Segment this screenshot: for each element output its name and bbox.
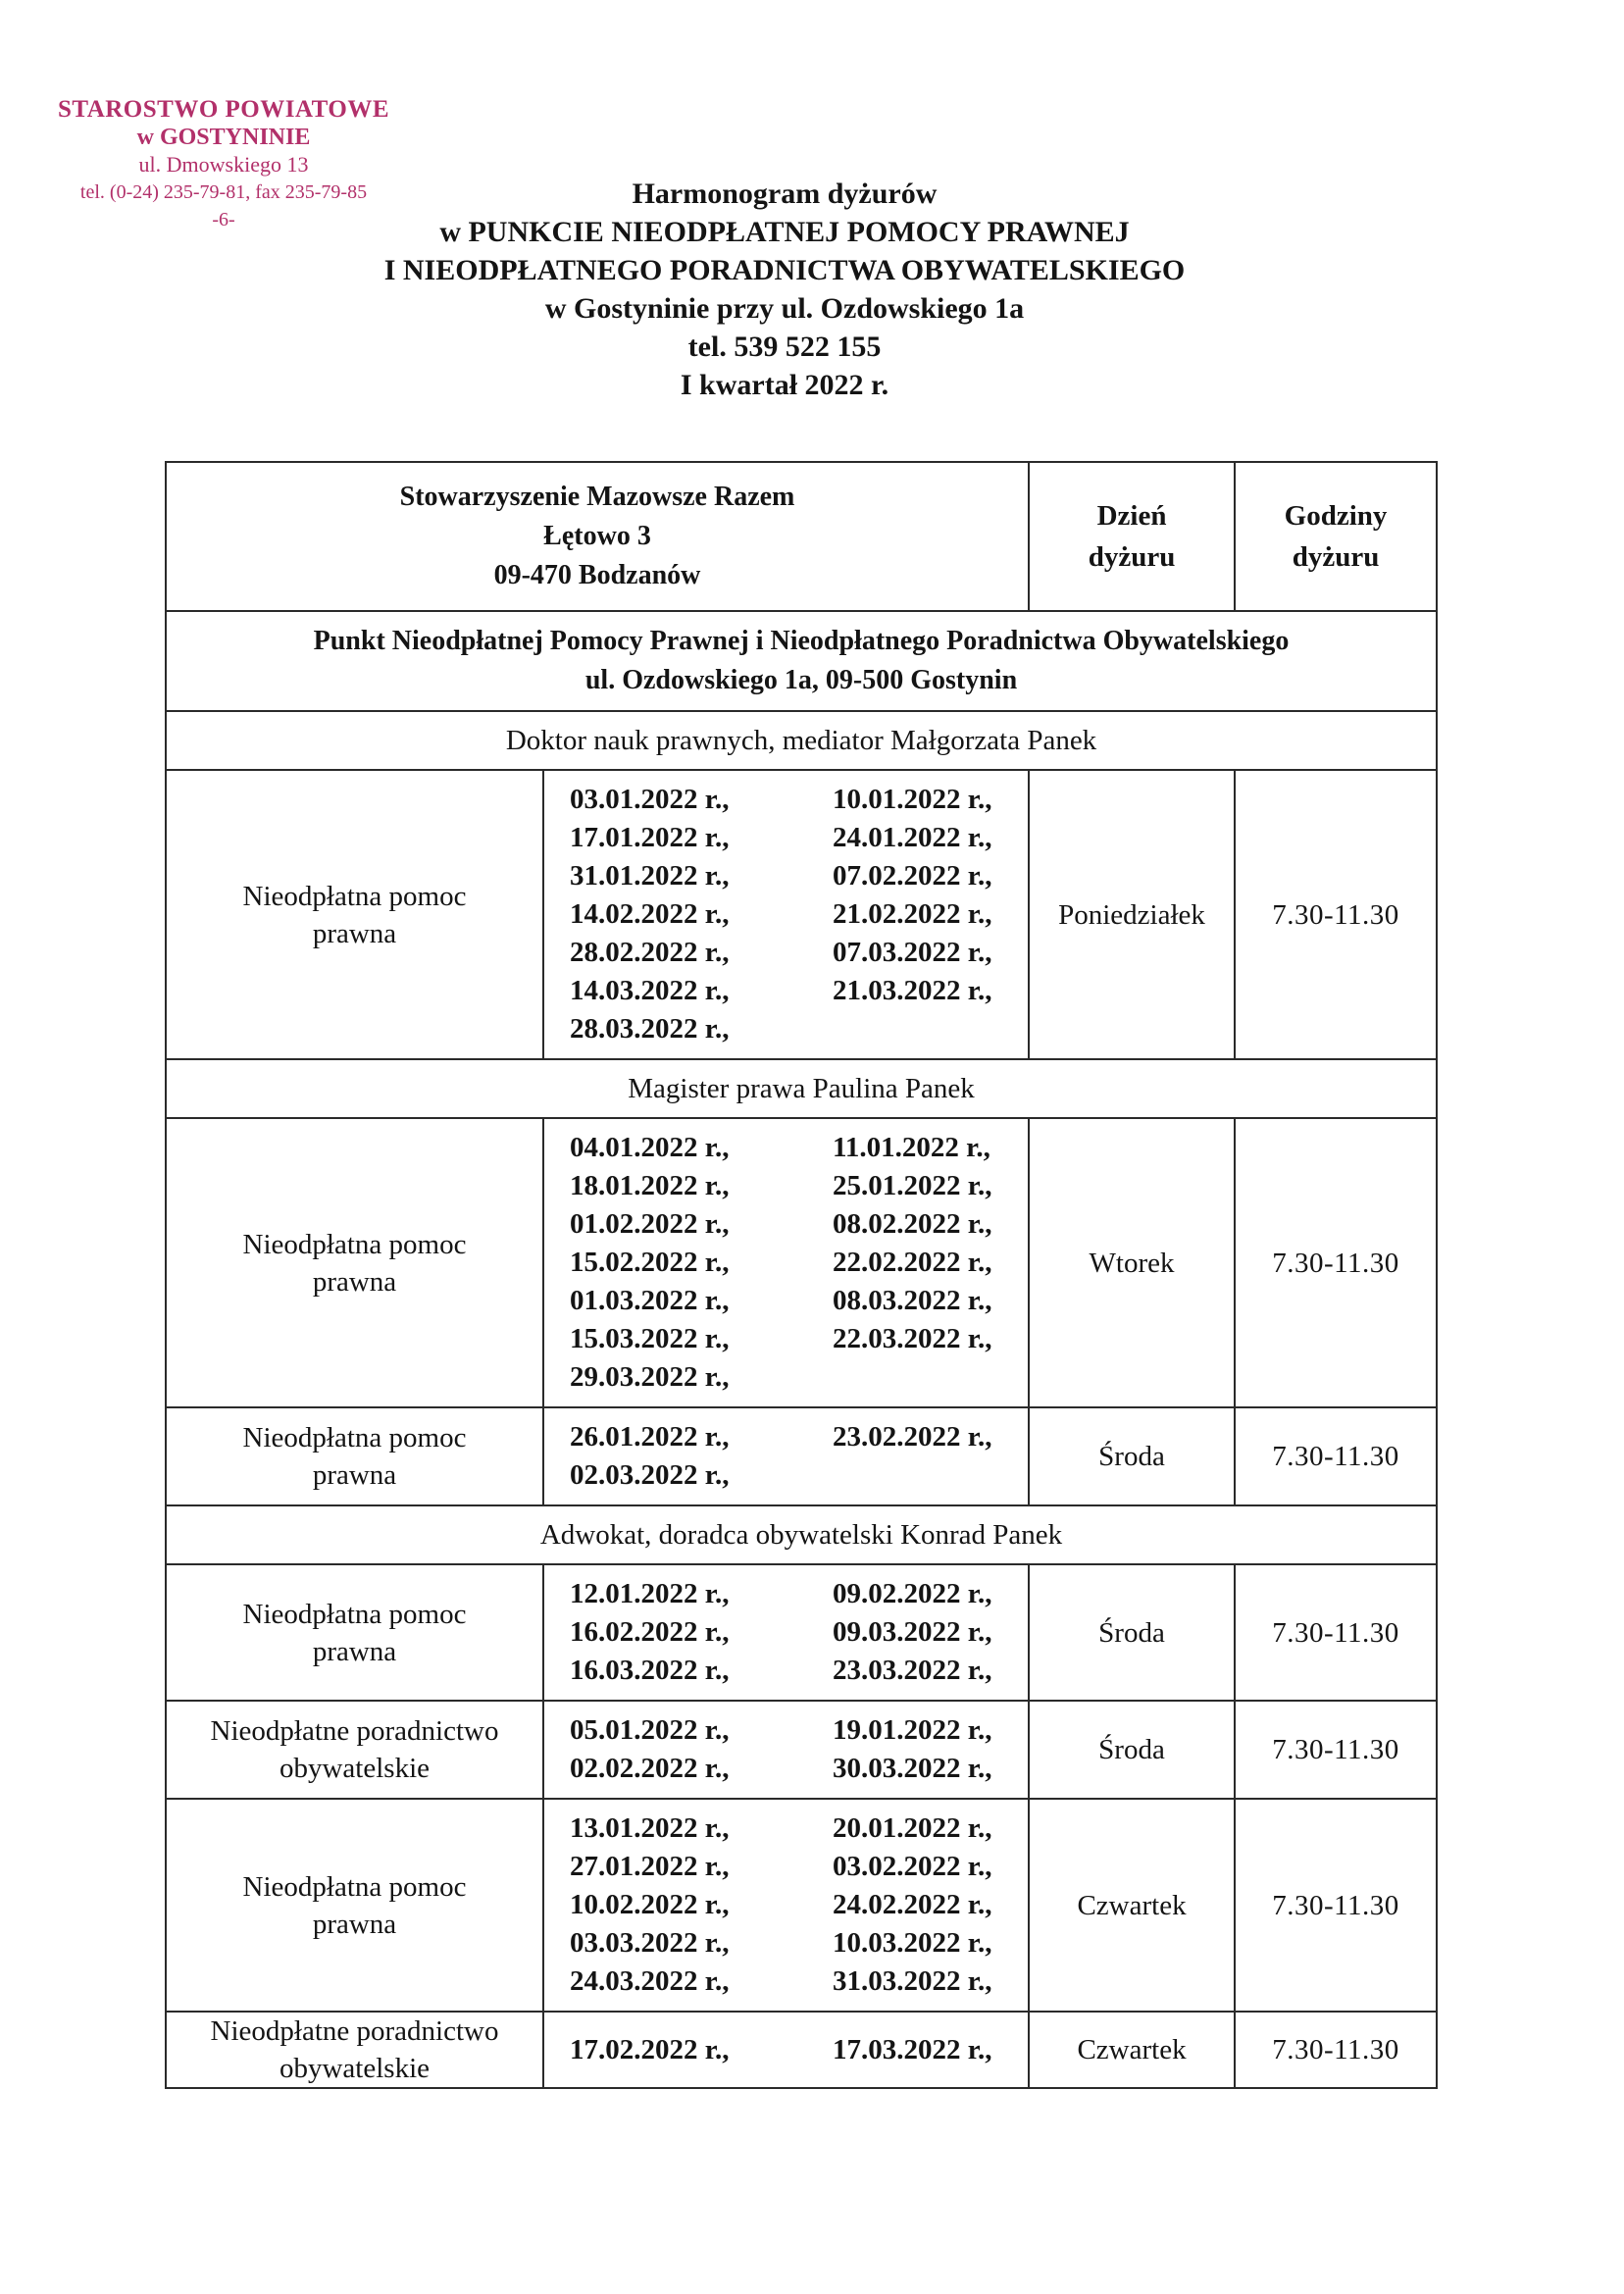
service-type-line: Nieodpłatne poradnictwo <box>210 1715 499 1747</box>
duty-date: 07.03.2022 r., <box>833 937 992 968</box>
service-type-cell <box>166 1799 543 2012</box>
duty-date: 11.01.2022 r., <box>833 1132 990 1163</box>
duty-date: 15.02.2022 r., <box>570 1247 730 1278</box>
duty-date: 10.01.2022 r., <box>833 784 992 815</box>
duty-date: 23.03.2022 r., <box>833 1655 992 1686</box>
duty-date: 28.03.2022 r., <box>570 1013 730 1045</box>
hours-header-line-2: dyżuru <box>1292 541 1380 573</box>
service-type-line: obywatelskie <box>279 2053 430 2084</box>
duty-date: 01.03.2022 r., <box>570 1285 730 1316</box>
duty-date: 25.01.2022 r., <box>833 1170 992 1201</box>
service-type-line: prawna <box>312 1265 397 1298</box>
duty-date: 17.02.2022 r., <box>570 2033 730 2065</box>
service-type-line: Nieodpłatna pomoc <box>242 880 467 912</box>
advisor-row <box>166 1505 1437 1564</box>
duty-day: Środa <box>1029 1407 1235 1505</box>
duty-date: 29.03.2022 r., <box>570 1361 730 1393</box>
duty-date: 21.03.2022 r., <box>833 975 992 1006</box>
advisor-name: Magister prawa Paulina Panek <box>166 1059 1437 1118</box>
day-header-line-1: Dzień <box>1096 500 1167 532</box>
duty-date: 13.01.2022 r., <box>570 1812 730 1844</box>
service-type-line: Nieodpłatne poradnictwo <box>210 2015 499 2047</box>
duty-date: 14.02.2022 r., <box>570 898 730 930</box>
stamp-title: STAROSTWO POWIATOWE <box>57 96 390 123</box>
duty-date: 02.02.2022 r., <box>570 1753 730 1784</box>
duty-date: 16.03.2022 r., <box>570 1655 730 1686</box>
duty-date: 18.01.2022 r., <box>570 1170 730 1201</box>
service-type-line: Nieodpłatna pomoc <box>242 1422 467 1453</box>
duty-date: 24.01.2022 r., <box>833 822 992 853</box>
duty-day: Poniedziałek <box>1029 770 1235 1059</box>
duty-hours: 7.30-11.30 <box>1235 1701 1437 1799</box>
duty-date: 24.03.2022 r., <box>570 1965 730 1997</box>
duty-date: 05.01.2022 r., <box>570 1714 730 1746</box>
duty-date: 03.03.2022 r., <box>570 1927 730 1959</box>
service-type-line: prawna <box>312 1908 397 1940</box>
duty-date: 22.03.2022 r., <box>833 1323 992 1354</box>
dates-cell <box>543 1564 1029 1701</box>
duty-date: 09.03.2022 r., <box>833 1616 992 1648</box>
dates-cell <box>543 1407 1029 1505</box>
duty-date: 17.01.2022 r., <box>570 822 730 853</box>
duty-hours: 7.30-11.30 <box>1235 770 1437 1059</box>
service-type-cell <box>166 1564 543 1701</box>
duty-date: 09.02.2022 r., <box>833 1578 992 1609</box>
duty-date: 15.03.2022 r., <box>570 1323 730 1354</box>
duty-date: 23.02.2022 r., <box>833 1421 992 1453</box>
service-type-cell <box>166 770 543 1059</box>
schedule-row <box>166 1407 1437 1505</box>
org-street: Łętowo 3 <box>543 521 651 551</box>
dates-grid <box>570 2031 1028 2069</box>
stamp-code: -6- <box>212 209 235 230</box>
dates-cell <box>543 1118 1029 1407</box>
duty-date: 08.03.2022 r., <box>833 1285 992 1316</box>
header-address: w Gostyninie przy ul. Ozdowskiego 1a <box>544 292 1025 325</box>
dates-grid <box>570 1711 1028 1788</box>
duty-hours: 7.30-11.30 <box>1235 1564 1437 1701</box>
dates-cell <box>543 2012 1029 2088</box>
duty-hours: 7.30-11.30 <box>1235 2012 1437 2088</box>
advisor-name: Doktor nauk prawnych, mediator Małgorzata Panek <box>166 711 1437 770</box>
duty-date: 08.02.2022 r., <box>833 1208 992 1240</box>
dates-grid <box>570 1418 1028 1495</box>
schedule-row <box>166 1799 1437 2012</box>
duty-date: 01.02.2022 r., <box>570 1208 730 1240</box>
punkt-address: ul. Ozdowskiego 1a, 09-500 Gostynin <box>584 665 1018 695</box>
dates-grid <box>570 1129 1028 1397</box>
dates-grid <box>570 781 1028 1048</box>
day-column-header <box>1029 462 1235 611</box>
punkt-row <box>166 611 1437 711</box>
org-name: Stowarzyszenie Mazowsze Razem <box>399 482 795 512</box>
duty-date: 04.01.2022 r., <box>570 1132 730 1163</box>
duty-date: 31.03.2022 r., <box>833 1965 992 1997</box>
duty-day: Środa <box>1029 1564 1235 1701</box>
schedule-row <box>166 1118 1437 1407</box>
day-header-line-2: dyżuru <box>1088 541 1176 573</box>
schedule-row <box>166 770 1437 1059</box>
schedule-row <box>166 2012 1437 2088</box>
service-type-line: Nieodpłatna pomoc <box>242 1598 467 1630</box>
header-phone: tel. 539 522 155 <box>687 331 882 363</box>
duty-date: 24.02.2022 r., <box>833 1889 992 1920</box>
header-line-3: I NIEODPŁATNEGO PORADNICTWA OBYWATELSKIEGO <box>383 254 1186 286</box>
organization-cell <box>166 462 1029 611</box>
header-quarter: I kwartał 2022 r. <box>680 369 889 401</box>
punkt-name: Punkt Nieodpłatnej Pomocy Prawnej i Nieodpłatnego Poradnictwa Obywatelskiego <box>313 626 1290 656</box>
duty-day: Wtorek <box>1029 1118 1235 1407</box>
dates-grid <box>570 1575 1028 1690</box>
duty-date: 20.01.2022 r., <box>833 1812 992 1844</box>
document-header <box>245 175 1324 404</box>
advisor-name: Adwokat, doradca obywatelski Konrad Panek <box>166 1505 1437 1564</box>
duty-date: 02.03.2022 r., <box>570 1459 730 1491</box>
duty-date: 03.01.2022 r., <box>570 784 730 815</box>
duty-date: 07.02.2022 r., <box>833 860 992 892</box>
service-type-cell <box>166 1407 543 1505</box>
hours-header-line-1: Godziny <box>1284 500 1388 532</box>
stamp-phone: tel. (0-24) 235-79-81, fax 235-79-85 <box>79 181 368 203</box>
dates-cell <box>543 1701 1029 1799</box>
header-line-2: w PUNKCIE NIEODPŁATNEJ POMOCY PRAWNEJ <box>439 216 1130 248</box>
stamp-street: ul. Dmowskiego 13 <box>138 152 309 177</box>
duty-date: 22.02.2022 r., <box>833 1247 992 1278</box>
service-type-line: prawna <box>312 1459 397 1491</box>
table-header-row <box>166 462 1437 611</box>
duty-hours: 7.30-11.30 <box>1235 1799 1437 2012</box>
duty-date: 30.03.2022 r., <box>833 1753 992 1784</box>
advisor-row <box>166 1059 1437 1118</box>
duty-hours: 7.30-11.30 <box>1235 1407 1437 1505</box>
duty-date: 16.02.2022 r., <box>570 1616 730 1648</box>
duty-date: 14.03.2022 r., <box>570 975 730 1006</box>
duty-date: 21.02.2022 r., <box>833 898 992 930</box>
hours-column-header <box>1235 462 1437 611</box>
punkt-cell <box>166 611 1437 711</box>
service-type-line: prawna <box>312 1635 397 1667</box>
duty-day: Czwartek <box>1029 2012 1235 2088</box>
advisor-row <box>166 711 1437 770</box>
duty-hours: 7.30-11.30 <box>1235 1118 1437 1407</box>
duty-date: 12.01.2022 r., <box>570 1578 730 1609</box>
service-type-line: Nieodpłatna pomoc <box>242 1870 467 1903</box>
service-type-cell <box>166 1701 543 1799</box>
service-type-cell <box>166 1118 543 1407</box>
dates-grid <box>570 1810 1028 2001</box>
duty-date: 28.02.2022 r., <box>570 937 730 968</box>
duty-date: 26.01.2022 r., <box>570 1421 730 1453</box>
duty-date: 10.02.2022 r., <box>570 1889 730 1920</box>
schedule-table <box>165 461 1438 2089</box>
dates-cell <box>543 770 1029 1059</box>
service-type-cell <box>166 2012 543 2088</box>
duty-date: 17.03.2022 r., <box>833 2033 992 2065</box>
duty-day: Czwartek <box>1029 1799 1235 2012</box>
header-title: Harmonogram dyżurów <box>632 178 938 210</box>
service-type-line: obywatelskie <box>279 1753 430 1784</box>
service-type-line: prawna <box>312 917 397 949</box>
schedule-row <box>166 1701 1437 1799</box>
duty-date: 03.02.2022 r., <box>833 1851 992 1882</box>
duty-date: 19.01.2022 r., <box>833 1714 992 1746</box>
duty-date: 10.03.2022 r., <box>833 1927 992 1959</box>
schedule-row <box>166 1564 1437 1701</box>
duty-date: 31.01.2022 r., <box>570 860 730 892</box>
dates-cell <box>543 1799 1029 2012</box>
stamp-city: w GOSTYNINIE <box>136 125 311 150</box>
duty-date: 27.01.2022 r., <box>570 1851 730 1882</box>
org-city: 09-470 Bodzanów <box>493 560 701 590</box>
duty-day: Środa <box>1029 1701 1235 1799</box>
service-type-line: Nieodpłatna pomoc <box>242 1228 467 1260</box>
